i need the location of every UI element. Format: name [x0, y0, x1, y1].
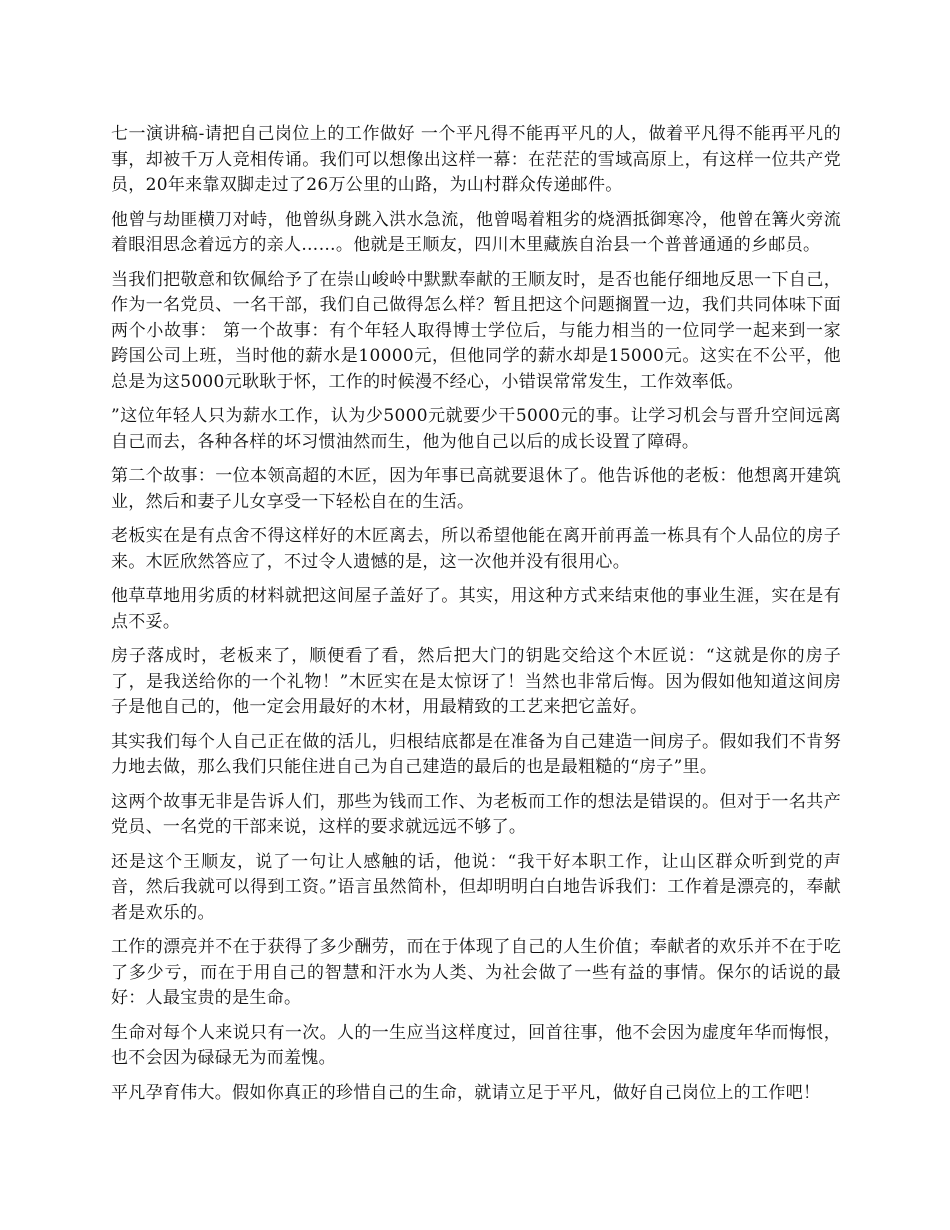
paragraph: 第二个故事：一位本领高超的木匠，因为年事已高就要退休了。他告诉他的老板：他想离开建筑业，然后和妻子儿女享受一下轻松自在的生活。: [111, 466, 841, 512]
paragraph: 老板实在是有点舍不得这样好的木匠离去，所以希望他能在离开前再盖一栋具有个人品位的房子来。木匠欣然答应了，不过令人遗憾的是，这一次他并没有很用心。: [111, 526, 841, 572]
paragraph: 生命对每个人来说只有一次。人的一生应当这样度过，回首往事，他不会因为虚度年华而悔恨，也不会因为碌碌无为而羞愧。: [111, 1022, 841, 1068]
paragraph: 他曾与劫匪横刀对峙，他曾纵身跳入洪水急流，他曾喝着粗劣的烧酒抵御寒冷，他曾在篝火旁流着眼泪思念着远方的亲人……。他就是王顺友，四川木里藏族自治县一个普普通通的乡邮员。: [111, 209, 841, 255]
paragraph: 房子落成时，老板来了，顺便看了看，然后把大门的钥匙交给这个木匠说：“这就是你的房子了，是我送给你的一个礼物！”木匠实在是太惊讶了！当然也非常后悔。因为假如他知道这间房子是他自己的，他一定会用最好的木材，用最精致的工艺来把它盖好。: [111, 646, 841, 717]
paragraph: ”这位年轻人只为薪水工作，认为少5000元就要少干5000元的事。让学习机会与晋升空间远离自己而去，各种各样的坏习惯油然而生，他为他自己以后的成长设置了障碍。: [111, 406, 841, 452]
paragraph: 他草草地用劣质的材料就把这间屋子盖好了。其实，用这种方式来结束他的事业生涯，实在是有点不妥。: [111, 586, 841, 632]
paragraph: 这两个故事无非是告诉人们，那些为钱而工作、为老板而工作的想法是错误的。但对于一名共产党员、一名党的干部来说，这样的要求就远远不够了。: [111, 791, 841, 837]
paragraph: 工作的漂亮并不在于获得了多少酬劳，而在于体现了自己的人生价值；奉献者的欢乐并不在于吃了多少亏，而在于用自己的智慧和汗水为人类、为社会做了一些有益的事情。保尔的话说的最好：人最宝贵的是生命。: [111, 937, 841, 1008]
paragraph: 平凡孕育伟大。假如你真正的珍惜自己的生命，就请立足于平凡，做好自己岗位上的工作吧！: [111, 1082, 821, 1103]
paragraph: 其实我们每个人自己正在做的活儿，归根结底都是在准备为自己建造一间房子。假如我们不肯努力地去做，那么我们只能住进自己为自己建造的最后的也是最粗糙的“房子”里。: [111, 731, 841, 777]
paragraph: 还是这个王顺友，说了一句让人感触的话，他说：“我干好本职工作，让山区群众听到党的声音，然后我就可以得到工资。”语言虽然简朴，但却明明白白地告诉我们：工作着是漂亮的，奉献者是欢乐的。: [111, 851, 841, 923]
paragraph: 七一演讲稿-请把自己岗位上的工作做好 一个平凡得不能再平凡的人，做着平凡得不能再平凡的事，却被千万人竞相传诵。我们可以想像出这样一幕：在茫茫的雪域高原上，有这样一位共产党员，20年来靠双脚走过了26万公里的山路，为山村群众传递邮件。: [111, 124, 841, 195]
paragraph: 当我们把敬意和钦佩给予了在崇山峻岭中默默奉献的王顺友时，是否也能仔细地反思一下自己，作为一名党员、一名干部，我们自己做得怎么样？暂且把这个问题搁置一边，我们共同体味下面两个小故事： 第一个故事：有个年轻人取得博士学位后，与能力相当的一位同学一起来到一家跨国公司上班，当时他的薪水是10000元，但他同学的薪水却是15000元。这实在不公平，他总是为这5000元耿耿于怀，工作的时候漫不经心，小错误常常发生，工作效率低。: [111, 269, 841, 392]
document-body: [111, 122, 841, 1115]
